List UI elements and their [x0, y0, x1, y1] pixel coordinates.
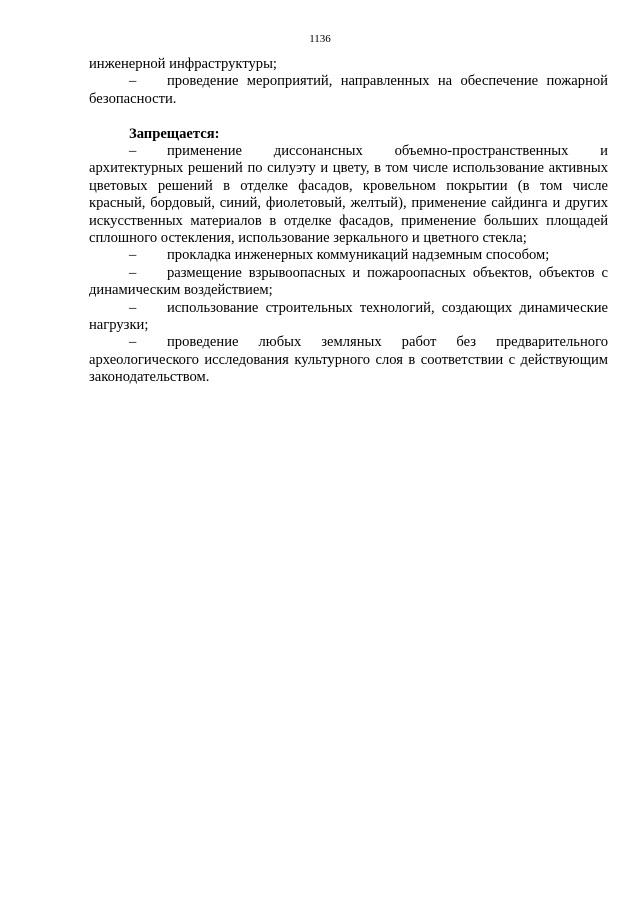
list-dash: – [129, 264, 137, 281]
continuation-line: инженерной инфраструктуры; [89, 56, 277, 72]
list-item-text: размещение взрывоопасных и пожароопасных объектов, объектов с динамическим воздействием; [89, 264, 608, 299]
list-item-text: применение диссонансных объемно-пространственных и архитектурных решений по силуэту и цвету, в том числе использование активных цветовых решений в отделке фасадов, кровельном покрытии (в том числе красный, бордовый, синий, фиолетовый, желтый), применение сайдинга и других искусственных материалов в отделке фасадов, применение больших площадей сплошного остекления, использование зеркального и цветного стекла; [89, 143, 608, 247]
list-item-text: прокладка инженерных коммуникаций надземным способом; [167, 247, 550, 264]
list-item-text: использование строительных технологий, создающих динамические нагрузки; [89, 299, 608, 334]
list-dash: – [129, 247, 137, 264]
list-dash: – [129, 334, 137, 351]
list-item [89, 73, 608, 108]
list-dash: – [129, 73, 137, 90]
list-item [89, 265, 608, 300]
list-item [89, 143, 608, 247]
list-dash: – [129, 143, 137, 160]
list-dash: – [129, 299, 137, 316]
list-item-text: проведение мероприятий, направленных на обеспечение пожарной безопасности. [89, 73, 608, 107]
list-item [89, 247, 608, 264]
section-heading: Запрещается: [129, 125, 220, 142]
list-item [89, 300, 608, 335]
paragraph-spacer [89, 108, 608, 125]
document-body [89, 56, 608, 387]
list-item-text: проведение любых земляных работ без предварительного археологического исследования культурного слоя в соответствии с действующим законодательством. [89, 334, 608, 386]
page-number: 1136 [309, 33, 331, 45]
list-item [89, 334, 608, 386]
